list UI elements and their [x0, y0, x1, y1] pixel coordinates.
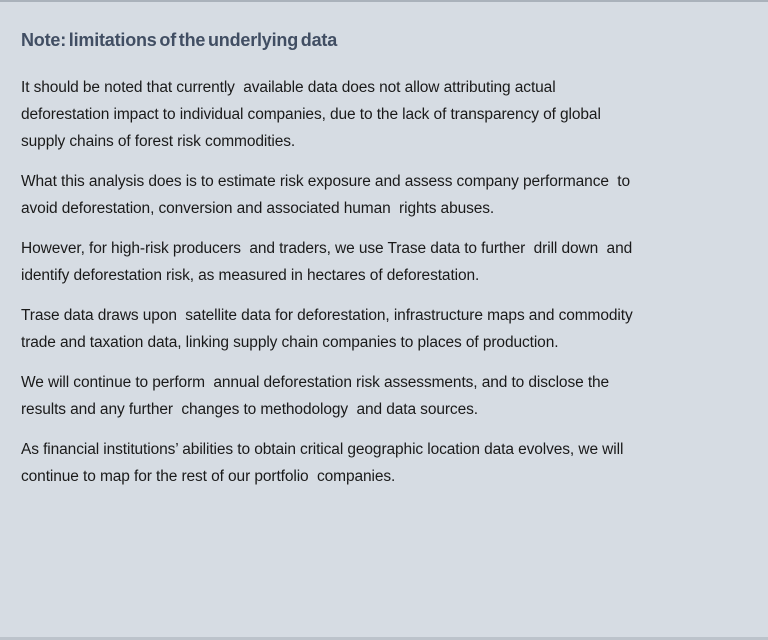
- note-body: [21, 74, 744, 490]
- paragraph-line: As financial institutions’ abilities to obtain critical geographic location data evolves, we will: [21, 441, 624, 458]
- paragraph-line: continue to map for the rest of our portfolio companies.: [21, 468, 396, 485]
- paragraph-line: results and any further changes to methodology and data sources.: [21, 401, 478, 418]
- paragraph-line: However, for high-risk producers and traders, we use Trase data to further drill down and: [21, 240, 633, 257]
- paragraph-line: What this analysis does is to estimate risk exposure and assess company performance to: [21, 173, 630, 190]
- paragraph-trase-drilldown: [21, 235, 744, 289]
- paragraph-line: identify deforestation risk, as measured in hectares of deforestation.: [21, 267, 480, 284]
- paragraph-analysis-scope: [21, 168, 744, 222]
- paragraph-line: avoid deforestation, conversion and associated human rights abuses.: [21, 200, 495, 217]
- note-title: Note: limitations of the underlying data: [21, 30, 338, 50]
- paragraph-trase-sources: [21, 302, 744, 356]
- paragraph-line: It should be noted that currently available data does not allow attributing actual: [21, 79, 556, 96]
- paragraph-annual-assessments: [21, 369, 744, 423]
- paragraph-line: We will continue to perform annual deforestation risk assessments, and to disclose the: [21, 374, 610, 391]
- paragraph-line: trade and taxation data, linking supply chain companies to places of production.: [21, 334, 559, 351]
- paragraph-line: supply chains of forest risk commodities.: [21, 133, 296, 150]
- paragraph-line: deforestation impact to individual companies, due to the lack of transparency of global: [21, 106, 601, 123]
- paragraph-line: Trase data draws upon satellite data for deforestation, infrastructure maps and commodity: [21, 307, 633, 324]
- paragraph-data-limitations: [21, 74, 744, 155]
- panel-top-edge: [0, 0, 768, 2]
- paragraph-future-mapping: [21, 436, 744, 490]
